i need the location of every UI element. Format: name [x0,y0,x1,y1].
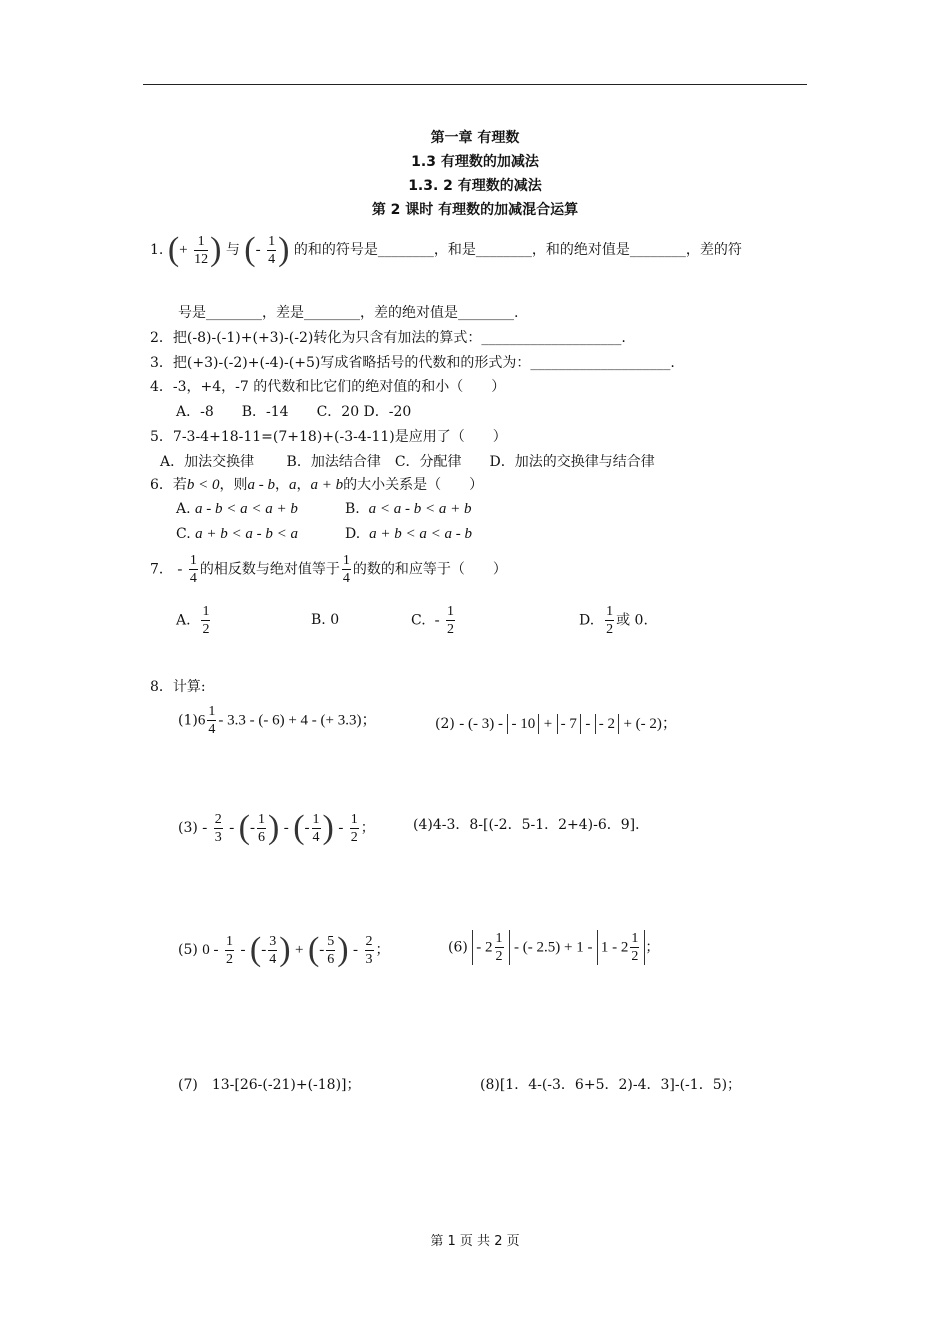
question-7-option-c: C. - $\frac{1}{2}$ [411,604,455,637]
fraction: $\frac{1}{4}$ [189,553,197,586]
question-6-option-d: D. a + b < a < a - b [345,526,472,542]
question-3: 3．把(+3)-(-2)+(-4)-(+5)写成省略括号的代数和的形式为：____________________. [150,355,675,371]
subsection-title: 1.3. 2 有理数的减法 [408,178,542,194]
question-5-options: A．加法交换律 B．加法结合律 C．分配律 D．加法的交换律与结合律 [160,454,655,470]
chapter-title: 第一章 有理数 [430,130,520,146]
question-1: 1. (+ $\frac{1}{12}$ ) 与 (- $\frac{1}{4}$ ) 的和的符号是________，和是________，和的绝对值是________，差的符 [150,231,742,268]
calc-3: (3) - $\frac{2}{3}$ - (- $\frac{1}{6}$ ) - (- $\frac{1}{4}$ ) - $\frac{1}{2}$ ； [178,809,375,846]
question-6: 6．若b < 0，则a - b，a，a + b的大小关系是（ ） [150,477,484,493]
calc-2: (2) - (- 3) - - 10 + - 7 - - 2 + (- 2)； [435,716,677,732]
calc-5: (5) 0 - $\frac{1}{2}$ - (- $\frac{3}{4}$ ) + (- $\frac{5}{6}$ ) - $\frac{2}{3}$ ； [178,931,390,968]
question-7-option-a: A. $\frac{1}{2}$ [176,604,210,637]
lesson-title: 第 2 课时 有理数的加减混合运算 [371,202,579,218]
question-4: 4．-3，+4，-7 的代数和比它们的绝对值的和小（ ） [150,379,506,395]
section-title: 1.3 有理数的加减法 [411,154,539,170]
header-rule [143,84,807,85]
question-7-option-b: B. 0 [311,612,340,628]
title-block [0,126,950,222]
question-6-option-b: B. a < a - b < a + b [345,501,472,517]
calc-4: (4)4-3．8-[(-2．5-1．2+4)-6．9]． [413,817,650,833]
fraction: $\frac{1}{4}$ [268,233,276,267]
question-8: 8．计算: [150,679,206,695]
calc-6: (6) - 2 $\frac{1}{2}$ - (- 2.5) + 1 - 1 - 2 $\frac{1}{2}$ ； [448,931,660,964]
calc-7: (7) 13-[26-(-21)+(-18)]； [178,1077,361,1093]
question-6-option-a: A. a - b < a < a + b [176,501,298,517]
question-5: 5．7-3-4+18-11=(7+18)+(-3-4-11)是应用了（ ） [150,429,507,445]
question-6-option-c: C. a + b < a - b < a [176,526,298,542]
question-7-option-d: D. $\frac{1}{2}$ 或 0. [579,604,648,637]
calc-1: (1)6 $\frac{1}{4}$ - 3.3 - (- 6) + 4 - (+ 3.3)； [178,704,377,737]
question-4-options: A．-8 B．-14 C．20 D．-20 [176,404,412,420]
question-7: 7． - $\frac{1}{4}$ 的相反数与绝对值等于 $\frac{1}{4}$ 的数的和应等于（ ） [150,553,507,586]
fraction: $\frac{1}{12}$ [194,233,209,267]
calc-8: (8)[1．4-(-3．6+5．2)-4．3]-(-1．5)； [480,1077,742,1093]
page-footer: 第 1 页 共 2 页 [430,1234,520,1249]
fraction: $\frac{1}{4}$ [342,553,350,586]
question-1-line2: 号是________，差是________，差的绝对值是________. [178,305,519,321]
question-2: 2．把(-8)-(-1)+(+3)-(-2)转化为只含有加法的算式：____________________. [150,330,626,346]
